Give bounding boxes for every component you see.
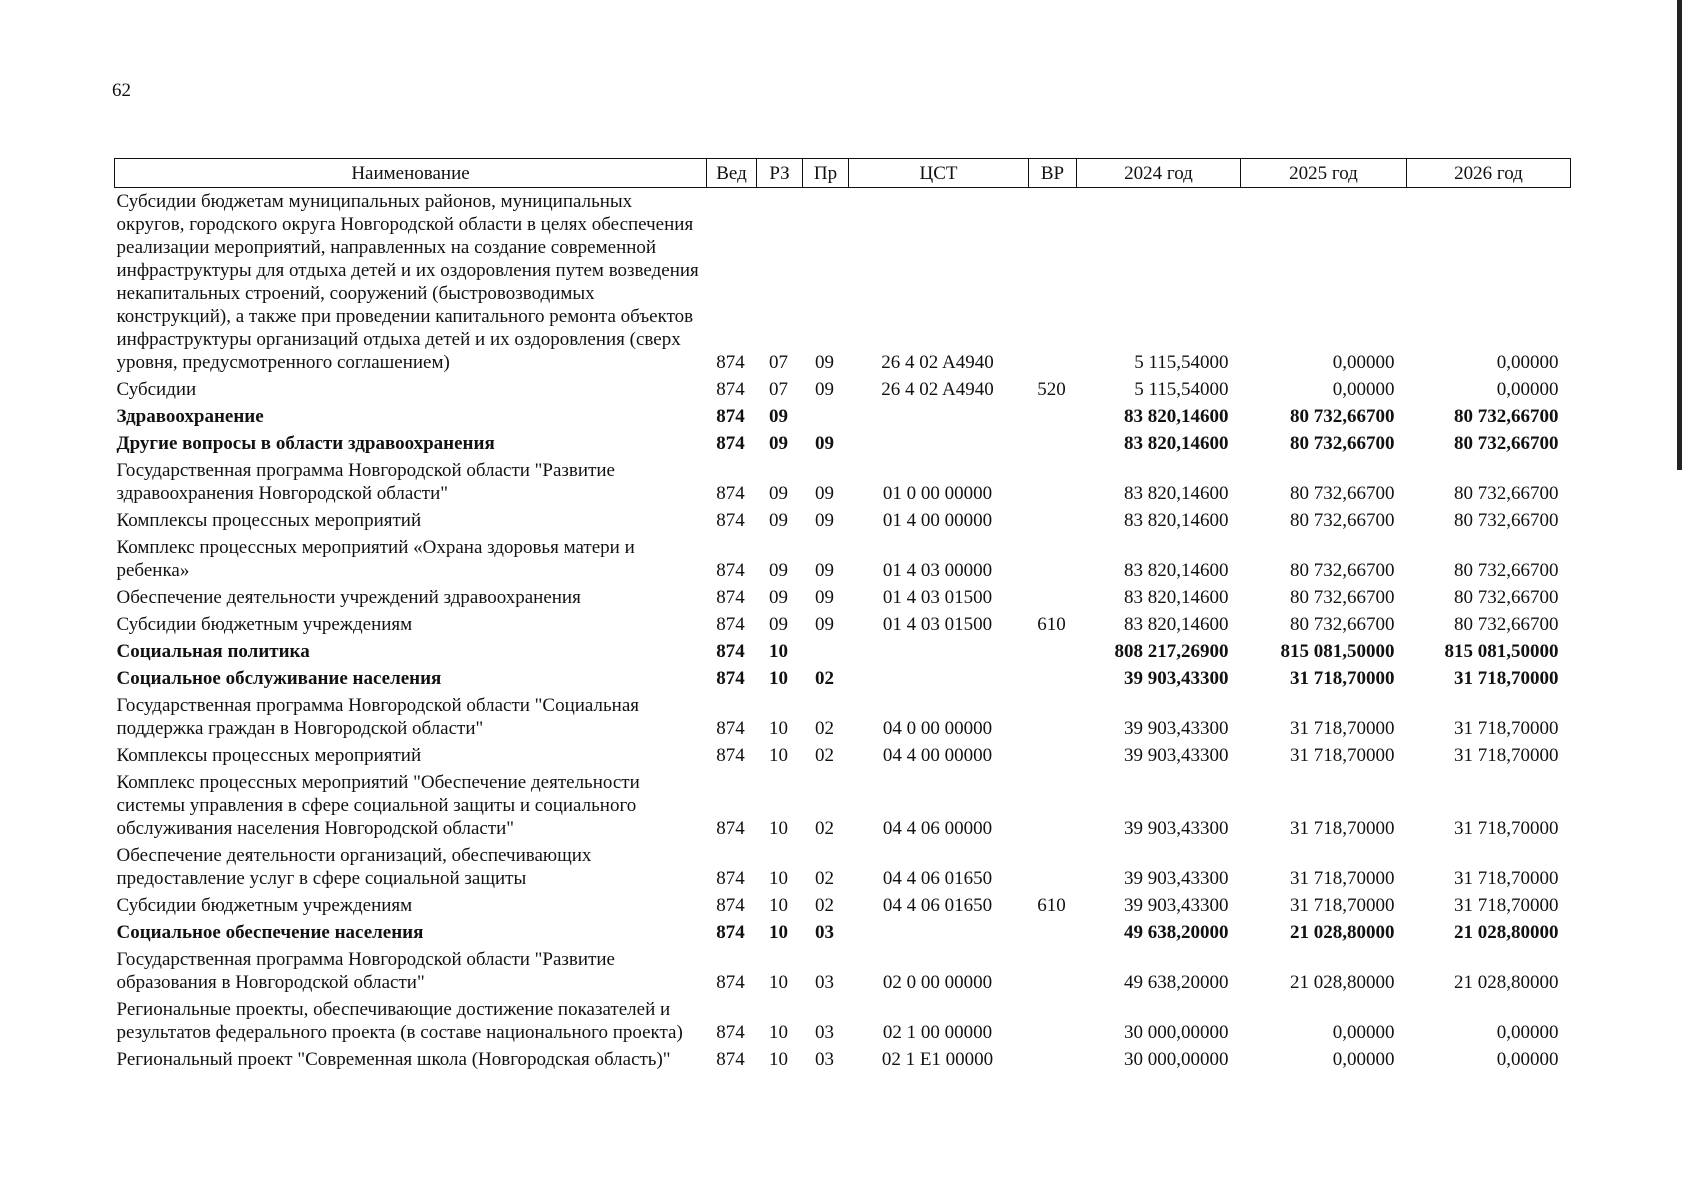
cell-name: Региональный проект "Современная школа (Новгородская область)" <box>116 1049 671 1070</box>
cell-y2025: 31 718,70000 <box>1290 818 1395 839</box>
cell-y2024: 83 820,14600 <box>1124 614 1229 635</box>
cell-rz: 10 <box>769 718 788 739</box>
cell-name: Субсидии бюджетным учреждениям <box>116 614 413 635</box>
cell-cst: 26 4 02 A4940 <box>881 379 994 400</box>
cell-rz: 07 <box>769 379 788 400</box>
table-row <box>115 457 1571 507</box>
table-row <box>115 946 1571 996</box>
cell-pr: 02 <box>815 895 834 916</box>
cell-y2025: 31 718,70000 <box>1290 668 1395 689</box>
cell-ved: 874 <box>716 614 745 635</box>
cell-y2025: 0,00000 <box>1332 379 1395 400</box>
cell-pr <box>803 638 849 665</box>
cell-ved: 874 <box>716 483 745 504</box>
cell-ved: 874 <box>716 1022 745 1043</box>
cell-name: Комплексы процессных мероприятий <box>116 510 422 531</box>
header-name: Наименование <box>115 159 707 188</box>
cell-cst <box>849 430 1029 457</box>
cell-cst <box>849 638 1029 665</box>
cell-y2024: 39 903,43300 <box>1124 818 1229 839</box>
table-row <box>115 692 1571 742</box>
cell-ved: 874 <box>716 510 745 531</box>
cell-vr <box>1029 403 1077 430</box>
budget-table <box>114 158 1571 1073</box>
cell-name: Обеспечение деятельности учреждений здравоохранения <box>116 587 581 608</box>
cell-name: Региональные проекты, обеспечивающие достижение показателей и результатов федерального проекта (в составе национального проекта) <box>116 999 683 1043</box>
cell-ved: 874 <box>716 379 745 400</box>
cell-rz: 09 <box>769 406 788 427</box>
cell-vr <box>1029 665 1077 692</box>
cell-vr <box>1029 996 1077 1046</box>
cell-ved: 874 <box>716 587 745 608</box>
cell-y2025: 80 732,66700 <box>1290 614 1395 635</box>
table-row <box>115 1046 1571 1073</box>
cell-vr <box>1029 1046 1077 1073</box>
cell-vr <box>1029 507 1077 534</box>
cell-y2024: 39 903,43300 <box>1124 668 1229 689</box>
cell-ved: 874 <box>716 818 745 839</box>
cell-pr: 03 <box>815 922 834 943</box>
cell-name: Социальная политика <box>116 641 310 662</box>
cell-cst <box>849 665 1029 692</box>
cell-rz: 10 <box>769 972 788 993</box>
cell-vr <box>1029 188 1077 377</box>
cell-pr: 02 <box>815 718 834 739</box>
cell-y2026: 80 732,66700 <box>1454 510 1559 531</box>
cell-rz: 09 <box>769 587 788 608</box>
cell-vr <box>1029 769 1077 842</box>
table-row <box>115 892 1571 919</box>
cell-vr <box>1029 919 1077 946</box>
cell-y2024: 30 000,00000 <box>1124 1049 1229 1070</box>
cell-rz: 07 <box>769 352 788 373</box>
cell-ved: 874 <box>716 922 745 943</box>
cell-y2026: 31 718,70000 <box>1454 895 1559 916</box>
cell-y2026: 80 732,66700 <box>1454 614 1559 635</box>
header-2024: 2024 год <box>1077 159 1241 188</box>
cell-cst: 01 0 00 00000 <box>882 483 993 504</box>
cell-rz: 09 <box>769 483 788 504</box>
cell-name: Комплекс процессных мероприятий «Охрана здоровья матери и ребенка» <box>116 537 635 581</box>
cell-vr <box>1029 692 1077 742</box>
cell-pr: 02 <box>815 818 834 839</box>
cell-pr: 09 <box>815 352 834 373</box>
cell-y2024: 83 820,14600 <box>1124 560 1229 581</box>
cell-y2025: 31 718,70000 <box>1290 895 1395 916</box>
cell-rz: 09 <box>769 614 788 635</box>
cell-name: Другие вопросы в области здравоохранения <box>116 433 495 454</box>
cell-y2024: 83 820,14600 <box>1124 433 1229 454</box>
cell-y2024: 83 820,14600 <box>1124 483 1229 504</box>
cell-pr: 02 <box>815 668 834 689</box>
cell-y2025: 0,00000 <box>1332 1022 1395 1043</box>
cell-rz: 10 <box>769 745 788 766</box>
cell-y2026: 31 718,70000 <box>1454 818 1559 839</box>
cell-y2026: 31 718,70000 <box>1454 868 1559 889</box>
cell-y2026: 0,00000 <box>1496 379 1559 400</box>
cell-y2026: 80 732,66700 <box>1454 560 1559 581</box>
cell-cst: 04 0 00 00000 <box>882 718 993 739</box>
cell-cst: 01 4 03 01500 <box>882 614 993 635</box>
cell-y2024: 49 638,20000 <box>1124 972 1229 993</box>
cell-vr <box>1029 430 1077 457</box>
table-row <box>115 919 1571 946</box>
cell-y2024: 83 820,14600 <box>1124 510 1229 531</box>
cell-rz: 09 <box>769 510 788 531</box>
cell-cst <box>849 403 1029 430</box>
cell-vr <box>1029 946 1077 996</box>
cell-y2026: 80 732,66700 <box>1454 483 1559 504</box>
cell-y2024: 83 820,14600 <box>1124 587 1229 608</box>
cell-ved: 874 <box>716 641 745 662</box>
cell-y2025: 21 028,80000 <box>1290 922 1395 943</box>
table-row <box>115 403 1571 430</box>
table-row <box>115 638 1571 665</box>
cell-pr: 09 <box>815 614 834 635</box>
cell-ved: 874 <box>716 745 745 766</box>
cell-pr: 09 <box>815 510 834 531</box>
cell-name: Здравоохранение <box>116 406 264 427</box>
table-row <box>115 842 1571 892</box>
cell-vr <box>1029 457 1077 507</box>
cell-cst: 02 1 E1 00000 <box>881 1049 994 1070</box>
cell-name: Государственная программа Новгородской области "Развитие здравоохранения Новгородской области" <box>116 460 615 504</box>
cell-name: Субсидии бюджетам муниципальных районов, муниципальных округов, городского округа Новгородской области в целях обеспечения реализации мероприятий, направленных на создание современной инфраструктуры для отдыха детей и их оздоровления путем возведения некапитальных строений, сооружений (быстровозводимых конструкций), а также при проведении капитального ремонта объектов инфраструктуры организаций отдыха детей и их оздоровления (сверх уровня, предусмотренного соглашением) <box>116 191 699 373</box>
cell-pr: 09 <box>815 483 834 504</box>
table-row <box>115 742 1571 769</box>
cell-rz: 10 <box>769 1049 788 1070</box>
cell-ved: 874 <box>716 352 745 373</box>
cell-ved: 874 <box>716 668 745 689</box>
cell-y2025: 0,00000 <box>1332 1049 1395 1070</box>
cell-cst: 04 4 06 01650 <box>882 868 993 889</box>
cell-name: Социальное обеспечение населения <box>116 922 424 943</box>
cell-vr <box>1029 842 1077 892</box>
cell-vr: 610 <box>1037 895 1066 916</box>
cell-cst: 26 4 02 A4940 <box>881 352 994 373</box>
cell-y2026: 80 732,66700 <box>1454 433 1559 454</box>
cell-y2024: 39 903,43300 <box>1124 745 1229 766</box>
cell-y2026: 31 718,70000 <box>1454 745 1559 766</box>
cell-rz: 10 <box>769 1022 788 1043</box>
table-row <box>115 769 1571 842</box>
cell-pr: 09 <box>815 379 834 400</box>
cell-cst: 04 4 06 00000 <box>882 818 993 839</box>
cell-y2025: 80 732,66700 <box>1290 587 1395 608</box>
cell-y2026: 31 718,70000 <box>1454 668 1559 689</box>
cell-name: Комплекс процессных мероприятий "Обеспечение деятельности системы управления в сфере социальной защиты и социального обслуживания населения Новгородской области" <box>116 772 640 839</box>
cell-name: Комплексы процессных мероприятий <box>116 745 422 766</box>
cell-cst <box>849 919 1029 946</box>
table-row <box>115 665 1571 692</box>
cell-pr: 03 <box>815 972 834 993</box>
cell-pr: 09 <box>815 587 834 608</box>
table-row <box>115 430 1571 457</box>
cell-pr: 02 <box>815 868 834 889</box>
cell-y2025: 80 732,66700 <box>1290 433 1395 454</box>
cell-vr <box>1029 534 1077 584</box>
cell-rz: 10 <box>769 641 788 662</box>
table-header <box>115 159 1571 188</box>
cell-y2024: 49 638,20000 <box>1124 922 1229 943</box>
cell-ved: 874 <box>716 972 745 993</box>
cell-cst: 02 1 00 00000 <box>882 1022 993 1043</box>
cell-y2025: 0,00000 <box>1332 352 1395 373</box>
cell-y2024: 83 820,14600 <box>1124 406 1229 427</box>
cell-y2024: 39 903,43300 <box>1124 718 1229 739</box>
cell-vr: 610 <box>1037 614 1066 635</box>
cell-vr <box>1029 742 1077 769</box>
cell-y2026: 0,00000 <box>1496 352 1559 373</box>
cell-name: Социальное обслуживание населения <box>116 668 442 689</box>
header-rz: РЗ <box>757 159 803 188</box>
cell-y2026: 21 028,80000 <box>1454 922 1559 943</box>
cell-y2026: 21 028,80000 <box>1454 972 1559 993</box>
cell-ved: 874 <box>716 895 745 916</box>
header-2025: 2025 год <box>1241 159 1407 188</box>
cell-cst: 02 0 00 00000 <box>882 972 993 993</box>
cell-pr: 03 <box>815 1049 834 1070</box>
cell-y2025: 31 718,70000 <box>1290 718 1395 739</box>
header-2026: 2026 год <box>1407 159 1571 188</box>
cell-y2026: 815 081,50000 <box>1444 641 1559 662</box>
cell-rz: 09 <box>769 560 788 581</box>
header-cst: ЦСТ <box>849 159 1029 188</box>
cell-cst: 01 4 03 00000 <box>882 560 993 581</box>
table-row <box>115 534 1571 584</box>
table-row <box>115 188 1571 377</box>
table-row <box>115 376 1571 403</box>
cell-rz: 10 <box>769 818 788 839</box>
scan-edge-mark <box>1677 0 1682 470</box>
cell-pr: 09 <box>815 433 834 454</box>
table-row <box>115 584 1571 611</box>
cell-y2024: 30 000,00000 <box>1124 1022 1229 1043</box>
cell-cst: 01 4 00 00000 <box>882 510 993 531</box>
cell-y2025: 80 732,66700 <box>1290 560 1395 581</box>
cell-y2025: 80 732,66700 <box>1290 483 1395 504</box>
cell-pr <box>803 403 849 430</box>
cell-name: Государственная программа Новгородской области "Развитие образования в Новгородской области" <box>116 949 615 993</box>
cell-ved: 874 <box>716 1049 745 1070</box>
cell-y2025: 815 081,50000 <box>1280 641 1395 662</box>
cell-ved: 874 <box>716 406 745 427</box>
page-number: 62 <box>112 80 131 101</box>
cell-y2024: 5 115,54000 <box>1134 352 1229 373</box>
cell-y2025: 80 732,66700 <box>1290 406 1395 427</box>
cell-rz: 09 <box>769 433 788 454</box>
table-row <box>115 507 1571 534</box>
cell-y2026: 0,00000 <box>1496 1022 1559 1043</box>
cell-y2024: 39 903,43300 <box>1124 895 1229 916</box>
table-row <box>115 996 1571 1046</box>
cell-y2025: 31 718,70000 <box>1290 745 1395 766</box>
cell-y2024: 808 217,26900 <box>1114 641 1229 662</box>
cell-vr <box>1029 584 1077 611</box>
cell-y2026: 80 732,66700 <box>1454 406 1559 427</box>
cell-ved: 874 <box>716 433 745 454</box>
header-ved: Вед <box>707 159 757 188</box>
cell-name: Государственная программа Новгородской области "Социальная поддержка граждан в Новгородской области" <box>116 695 640 739</box>
cell-rz: 10 <box>769 922 788 943</box>
cell-cst: 01 4 03 01500 <box>882 587 993 608</box>
cell-vr: 520 <box>1037 379 1066 400</box>
table-body <box>115 188 1571 1074</box>
cell-ved: 874 <box>716 718 745 739</box>
cell-ved: 874 <box>716 868 745 889</box>
cell-y2026: 80 732,66700 <box>1454 587 1559 608</box>
cell-y2025: 21 028,80000 <box>1290 972 1395 993</box>
header-vr: ВР <box>1029 159 1077 188</box>
cell-pr: 03 <box>815 1022 834 1043</box>
cell-y2026: 31 718,70000 <box>1454 718 1559 739</box>
cell-y2024: 5 115,54000 <box>1134 379 1229 400</box>
cell-rz: 10 <box>769 868 788 889</box>
cell-pr: 02 <box>815 745 834 766</box>
table-row <box>115 611 1571 638</box>
cell-y2024: 39 903,43300 <box>1124 868 1229 889</box>
cell-vr <box>1029 638 1077 665</box>
cell-y2025: 80 732,66700 <box>1290 510 1395 531</box>
cell-pr: 09 <box>815 560 834 581</box>
cell-rz: 10 <box>769 895 788 916</box>
cell-cst: 04 4 06 01650 <box>882 895 993 916</box>
cell-name: Субсидии <box>116 379 197 400</box>
cell-ved: 874 <box>716 560 745 581</box>
cell-y2025: 31 718,70000 <box>1290 868 1395 889</box>
cell-name: Субсидии бюджетным учреждениям <box>116 895 413 916</box>
header-pr: Пр <box>803 159 849 188</box>
cell-y2026: 0,00000 <box>1496 1049 1559 1070</box>
cell-cst: 04 4 00 00000 <box>882 745 993 766</box>
cell-name: Обеспечение деятельности организаций, обеспечивающих предоставление услуг в сфере социальной защиты <box>116 845 592 889</box>
cell-rz: 10 <box>769 668 788 689</box>
